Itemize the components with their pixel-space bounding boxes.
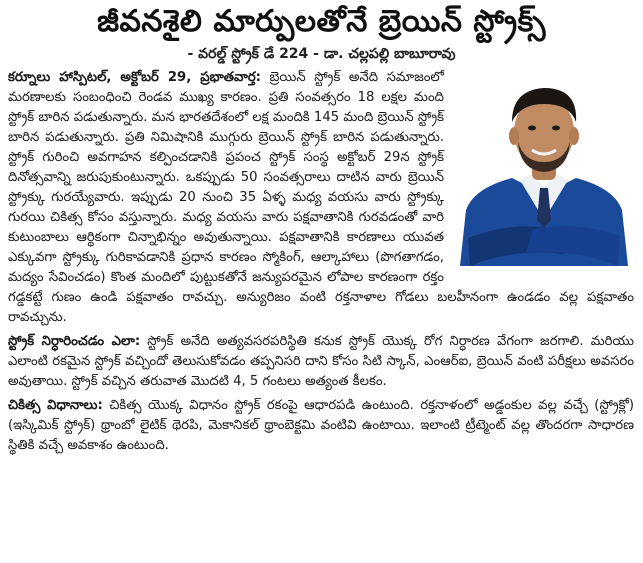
paragraph-text: బ్రెయిన్ స్ట్రోక్ అనేది సమాజంలో మరణాలకు సంబంధించి రెండవ ముఖ్య కారణం. ప్రతి సంవత్సరం 18 లక్షల మంది స్ట్రోక్ బారిన పడుతున్నారు. మన భారతదేశంలో లక్ష మందికి 145 మంది బ్రెయిన్ స్ట్రోక్ బారిన పడుతున్నారు. ప్రతి నిమిషానికి ముగ్గురు బ్రెయిన్ స్ట్రోక్ బారిన పడుతున్నారు. స్ట్రోక్ గురించి అవగాహన కల్పించడానికి ప్రపంచ స్ట్రోక్ సంస్థ అక్టోబర్ 29న స్ట్రోక్ దినోత్సవాన్ని జరుపుకుంటున్నారు. ఒకప్పుడు 50 సంవత్సరాలు దాటిన వారు బ్రెయిన్ స్ట్రోక్కు గురయ్యేవారు. ఇప్పుడు 20 నుంచి 35 ఏళ్ళ మధ్య వయసు వారు స్ట్రోక్కు గురయి చికిత్స కోసం వస్తున్నారు. మధ్య వయసు వారు పక్షవాతానికి గురవడంతో వారి కుటుంబాలు ఆర్థికంగా చిన్నాభిన్నం అవుతున్నాయి. పక్షవాతానికి కారణాలు యువత ఎక్కువగా స్ట్రోక్కు గురికావడానికి ప్రధాన కారణం స్మోకింగ్, ఆల్కాహాలు (పొగతాగడం, మద్యం సేవించడం) కొంత మందిలో పుట్టుకతోనే జన్యుపరమైన లోపాల కారణంగా రక్తం గడ్డకట్టే గుణం ఉండి పక్షవాతం రావచ్చు. అన్యురిజం వంటి రక్తనాళాల గోడలు బలహీనంగా ఉండడం వల్ల పక్షవాతం రావచ్చును. (8, 70, 634, 325)
paragraph-text: స్ట్రోక్ అనేది అత్యవసరపరిస్థితి కనుక స్ట్రోక్ యొక్క రోగ నిర్ధారణ వేగంగా జరగాలి. మరియు ఎలాంటి రకమైన స్ట్రోక్ వచ్చిందో తెలుసుకోవడం తప్పనిసరి దాని కోసం సిటి స్కాన్, ఎంఆర్ఐ, బ్రెయిన్ వంటి పరీక్షలు అవసరం అవుతాయి. స్ట్రోక్ వచ్చిన తరువాత మొదటి 4, 5 గంటలు అత్యంత కీలకం. (8, 334, 634, 389)
doctor-portrait-image (454, 70, 634, 266)
paragraph-diagnosis (8, 332, 634, 392)
dateline: కర్నూలు హాస్పిటల్, అక్టోబర్ 29, ప్రభాతవార్త: (8, 70, 261, 85)
section-heading-diagnosis: స్ట్రోక్ నిర్ధారించడం ఎలా: (8, 334, 141, 349)
section-heading-treatment: చికిత్స విధానాలు: (8, 398, 103, 413)
byline: - వరల్డ్ స్ట్రోక్ డే 224 - డా. చల్లపల్లి బాబూరావు (187, 46, 456, 62)
article-body (8, 68, 634, 456)
paragraph-treatment (8, 396, 634, 456)
doctor-photo (454, 70, 634, 266)
paragraph-text: చికిత్స యొక్క విధానం స్ట్రోక్ రకంపై ఆధారపడి ఉంటుంది. రక్తనాళంలో అడ్డంకుల వల్ల వచ్చే (స్ట్రోక్లో) (ఇస్కిమిక్ స్ట్రోక్) థ్రాంబో లైటిక్ థెరపి, మెకానికల్ థ్రాంబెక్టమి వంటివి ఉంటాయి. ఇలాంటి ట్రీట్మెంట్ వల్ల తొందరగా సాధారణ స్థితికి వచ్చే అవకాశం ఉంటుంది. (8, 398, 634, 453)
headline: జీవనశైలి మార్పులతోనే బ్రెయిన్ స్ట్రోక్స్ (97, 4, 546, 39)
